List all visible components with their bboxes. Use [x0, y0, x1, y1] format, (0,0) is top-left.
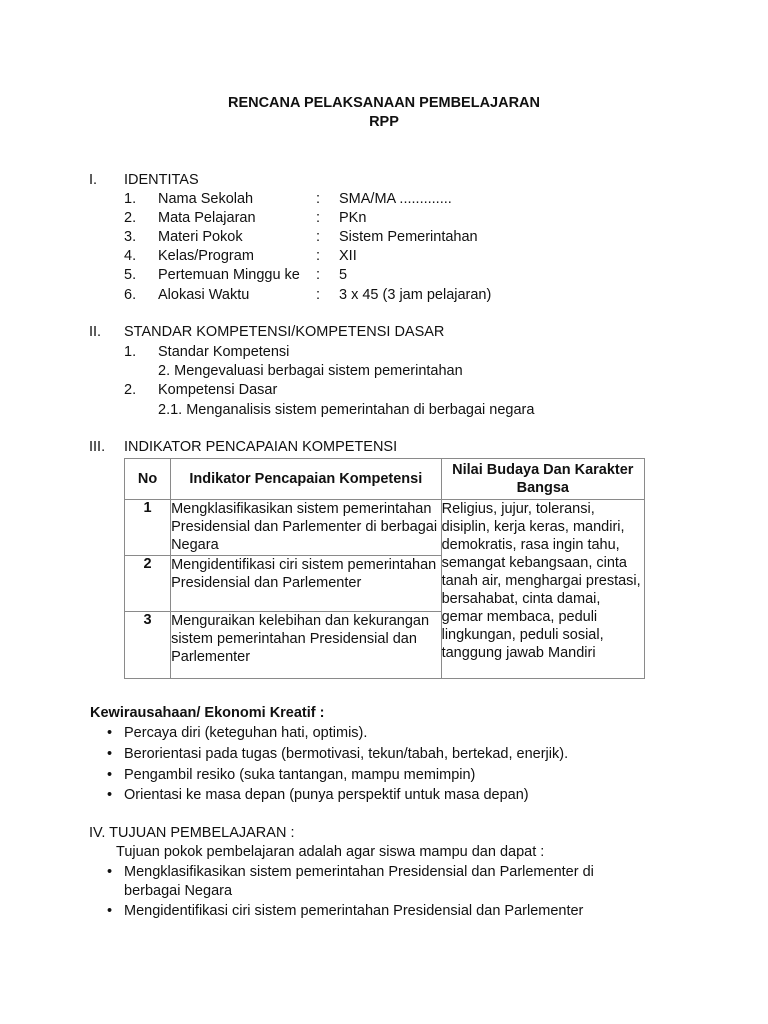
item-value: Sistem Pemerintahan	[339, 229, 478, 245]
bullet-icon: •	[107, 903, 113, 919]
bullet-icon: •	[107, 767, 113, 783]
item-label: Nama Sekolah	[158, 191, 254, 207]
tujuan-intro: Tujuan pokok pembelajaran adalah agar siswa mampu dan dapat :	[116, 844, 545, 860]
column-header-nilai-text: Nilai Budaya Dan Karakter Bangsa	[452, 462, 634, 496]
item-label: Kelas/Program	[158, 248, 254, 264]
section-heading: STANDAR KOMPETENSI/KOMPETENSI DASAR	[124, 324, 445, 340]
standar-kompetensi-text: 2. Mengevaluasi berbagai sistem pemerintahan	[158, 363, 463, 379]
item-value: PKn	[339, 210, 367, 226]
bullet-icon: •	[107, 746, 113, 762]
row-number: 2	[125, 556, 171, 612]
list-item-text: Orientasi ke masa depan (punya perspektif untuk masa depan)	[124, 787, 529, 803]
item-label: Pertemuan Minggu ke	[158, 267, 300, 283]
row-number: 3	[125, 612, 171, 679]
item-colon: :	[316, 210, 321, 226]
section-heading: IV. TUJUAN PEMBELAJARAN :	[89, 825, 295, 841]
column-header-indikator: Indikator Pencapaian Kompetensi	[171, 459, 442, 500]
item-label: Standar Kompetensi	[158, 344, 290, 360]
column-header-no: No	[125, 459, 171, 500]
item-colon: :	[316, 229, 321, 245]
list-item-text: Berorientasi pada tugas (bermotivasi, tekun/tabah, bertekad, enerjik).	[124, 746, 569, 762]
item-value: 3 x 45 (3 jam pelajaran)	[339, 287, 492, 303]
item-number: 2.	[124, 382, 137, 398]
section-heading: INDIKATOR PENCAPAIAN KOMPETENSI	[124, 439, 398, 455]
item-label: Materi Pokok	[158, 229, 243, 245]
document-subtitle: RPP	[369, 114, 399, 130]
item-number: 3.	[124, 229, 137, 245]
item-number: 5.	[124, 267, 137, 283]
item-value: SMA/MA .............	[339, 191, 452, 207]
list-item-text: Percaya diri (keteguhan hati, optimis).	[124, 725, 368, 741]
kompetensi-dasar-text: 2.1. Menganalisis sistem pemerintahan di berbagai negara	[158, 402, 535, 418]
item-colon: :	[316, 267, 321, 283]
item-label: Mata Pelajaran	[158, 210, 256, 226]
section-roman: II.	[89, 324, 102, 340]
nilai-budaya-cell: Religius, jujur, toleransi, disiplin, kerja keras, mandiri, demokratis, rasa ingin tahu, semangat kebangsaan, cinta tanah air, menghargai prestasi, bersahabat, cinta damai, gemar membaca, peduli lingkungan, peduli sosial, tanggung jawab Mandiri	[441, 500, 644, 679]
bullet-icon: •	[107, 864, 113, 880]
row-indikator-text: Menguraikan kelebihan dan kekurangan sistem pemerintahan Presidensial dan Parlementer	[171, 612, 442, 679]
row-indikator-text: Mengklasifikasikan sistem pemerintahan Presidensial dan Parlementer di berbagai Negara	[171, 500, 442, 556]
document-title: RENCANA PELAKSANAAN PEMBELAJARAN	[227, 95, 541, 111]
kewirausahaan-title: Kewirausahaan/ Ekonomi Kreatif :	[90, 705, 325, 721]
item-value: XII	[339, 248, 357, 264]
list-item-text: Mengidentifikasi ciri sistem pemerintahan Presidensial dan Parlementer	[124, 903, 584, 919]
item-colon: :	[316, 191, 321, 207]
item-number: 2.	[124, 210, 137, 226]
indikator-table	[124, 458, 645, 679]
list-item-text: Pengambil resiko (suka tantangan, mampu memimpin)	[124, 767, 476, 783]
row-number: 1	[125, 500, 171, 556]
section-roman: I.	[89, 172, 98, 188]
table-header-row	[125, 459, 645, 500]
column-header-nilai	[441, 459, 644, 500]
item-value: 5	[339, 267, 348, 283]
row-indikator-text: Mengidentifikasi ciri sistem pemerintahan Presidensial dan Parlementer	[171, 556, 442, 612]
item-colon: :	[316, 248, 321, 264]
bullet-icon: •	[107, 787, 113, 803]
item-label: Kompetensi Dasar	[158, 382, 278, 398]
section-roman: III.	[89, 439, 106, 455]
item-number: 4.	[124, 248, 137, 264]
item-number: 1.	[124, 191, 137, 207]
list-item-text-continued: berbagai Negara	[124, 883, 233, 899]
section-heading: IDENTITAS	[124, 172, 199, 188]
item-number: 6.	[124, 287, 137, 303]
item-label: Alokasi Waktu	[158, 287, 250, 303]
list-item-text: Mengklasifikasikan sistem pemerintahan Presidensial dan Parlementer di	[124, 864, 594, 880]
item-number: 1.	[124, 344, 137, 360]
table-row	[125, 500, 645, 556]
bullet-icon: •	[107, 725, 113, 741]
item-colon: :	[316, 287, 321, 303]
